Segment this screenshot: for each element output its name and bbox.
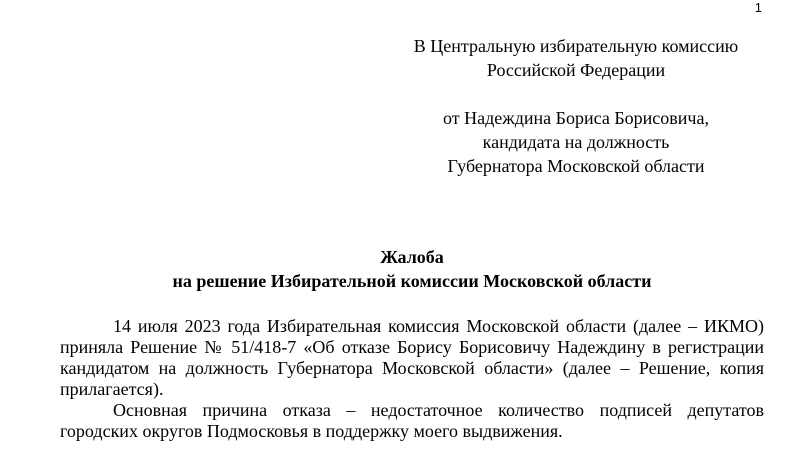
- recipient-line-2: Российской Федерации: [486, 60, 666, 80]
- document-body: [60, 316, 764, 442]
- title-line-1: Жалоба: [380, 247, 444, 267]
- paragraph-1: 14 июля 2023 года Избирательная комиссия Московской области (далее – ИКМО) приняла Решение № 51/418-7 «Об отказе Борису Борисовичу Надеждину в регистрации кандидатом на должность Губернатора Московской области» (далее – Решение, копия прилагается).: [60, 316, 764, 399]
- recipient-line-1: В Центральную избирательную комиссию: [413, 36, 739, 56]
- sender-line-2: кандидата на должность: [482, 132, 670, 152]
- page-number: 1: [754, 0, 762, 15]
- addressee-sender: [380, 106, 772, 178]
- addressee-recipient: [380, 34, 772, 82]
- document-title: [60, 245, 764, 293]
- title-line-2: на решение Избирательной комиссии Московской области: [172, 271, 652, 291]
- sender-line-3: Губернатора Московской области: [447, 156, 705, 176]
- sender-line-1: от Надеждина Бориса Борисовича,: [443, 108, 709, 128]
- paragraph-2: Основная причина отказа – недостаточное количество подписей депутатов городских округов Подмосковья в поддержку моего выдвижения.: [60, 400, 764, 441]
